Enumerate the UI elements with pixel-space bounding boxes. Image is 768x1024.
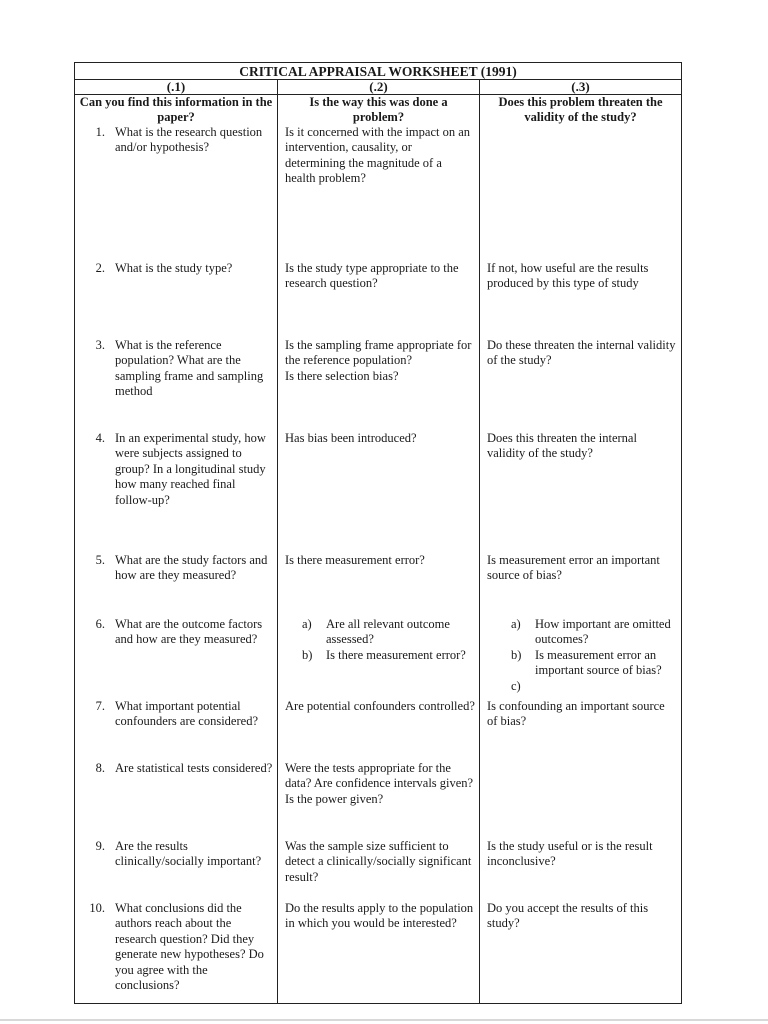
column-1-heading: Can you find this information in the paper? [79, 95, 273, 124]
question-row [75, 261, 277, 307]
question-number: 3. [95, 338, 105, 352]
question-text: In an experimental study, how were subjects assigned to group? In a longitudinal study how many reached final follow-up? [115, 431, 266, 507]
question-text: What is the study type? [115, 261, 233, 275]
sub-item-label: b) [511, 647, 522, 662]
sub-item [302, 648, 475, 663]
question-number: 6. [95, 617, 105, 631]
validity-text: Do these threaten the internal validity of the study? [487, 338, 676, 368]
validity-cell [480, 617, 681, 695]
question-text: What is the reference population? What are the sampling frame and sampling method [115, 338, 264, 399]
column-1-number: (.1) [75, 80, 278, 95]
question-number: 5. [95, 553, 105, 567]
sub-item [511, 617, 677, 648]
sub-item-label: b) [302, 647, 313, 662]
scan-edge-divider [0, 1019, 768, 1021]
validity-text: Does this threaten the internal validity of the study? [487, 431, 637, 461]
sub-item-text: Is measurement error an important source of bias? [535, 647, 662, 678]
table-body [75, 95, 681, 1003]
question-row [75, 125, 277, 199]
question-row [75, 553, 277, 601]
question-number: 4. [95, 431, 105, 445]
problem-cell [278, 699, 479, 747]
problem-cell [278, 761, 479, 823]
question-text: What are the outcome factors and how are they measured? [115, 617, 263, 647]
problem-cell [278, 431, 479, 539]
problem-text: Is it concerned with the impact on an intervention, causality, or determining the magnitude of a health problem? [285, 125, 471, 186]
question-number: 10. [89, 901, 105, 915]
question-text: What important potential confounders are considered? [115, 699, 258, 729]
worksheet-title: CRITICAL APPRAISAL WORKSHEET (1991) [75, 63, 681, 80]
problem-cell [278, 553, 479, 601]
question-row [75, 901, 277, 999]
question-row [75, 699, 277, 747]
problem-text: Are potential confounders controlled? [285, 699, 475, 713]
sub-item-label: c) [511, 678, 521, 693]
question-number: 7. [95, 699, 105, 713]
validity-cell [480, 125, 681, 199]
worksheet-table [74, 62, 682, 1004]
question-row [75, 431, 277, 539]
validity-cell [480, 553, 681, 601]
sub-item-label: a) [511, 617, 521, 631]
validity-cell [480, 901, 681, 999]
problem-text: Is the sampling frame appropriate for the reference population? [285, 338, 472, 368]
question-row [75, 839, 277, 887]
validity-text: Is the study useful or is the result inconclusive? [487, 839, 653, 869]
problem-cell [278, 261, 479, 307]
question-number: 9. [95, 839, 105, 853]
question-row [75, 338, 277, 416]
column-2-number: (.2) [278, 80, 480, 95]
sub-item-text: Are all relevant outcome assessed? [326, 617, 450, 647]
problem-cell [278, 617, 479, 695]
question-text: What conclusions did the authors reach about the research question? Did they generate new hypotheses? Do you agree with the conclusions? [115, 901, 264, 993]
question-row [75, 761, 277, 823]
column-1 [75, 95, 278, 1003]
validity-cell [480, 699, 681, 747]
column-3-number: (.3) [480, 80, 681, 95]
sub-item [511, 648, 677, 679]
problem-text: Was the sample size sufficient to detect a clinically/socially significant result? [285, 839, 472, 884]
sub-item-text [535, 679, 677, 694]
validity-cell [480, 261, 681, 307]
problem-text-extra: Is there selection bias? [285, 368, 399, 383]
question-number: 1. [95, 125, 105, 139]
validity-text: Is confounding an important source of bias? [487, 699, 665, 729]
problem-text: Is the study type appropriate to the research question? [285, 261, 459, 291]
question-text: Are statistical tests considered? [115, 761, 273, 775]
problem-text: Is there measurement error? [285, 553, 425, 567]
question-text: Are the results clinically/socially important? [115, 839, 262, 869]
column-2 [278, 95, 480, 1003]
sub-item-text: How important are omitted outcomes? [535, 617, 671, 647]
validity-cell [480, 761, 681, 823]
sub-item-text: Is there measurement error? [326, 647, 466, 662]
validity-sub-list [487, 617, 677, 694]
validity-text: If not, how useful are the results produced by this type of study [487, 261, 649, 291]
sub-item-label: a) [302, 617, 312, 631]
sub-item [511, 679, 677, 694]
column-2-heading: Is the way this was done a problem? [309, 95, 448, 124]
validity-cell [480, 839, 681, 887]
question-number: 2. [95, 261, 105, 275]
question-number: 8. [95, 761, 105, 775]
column-3-heading: Does this problem threaten the validity of the study? [498, 95, 663, 124]
question-text: What are the study factors and how are they measured? [115, 553, 268, 583]
sub-item [302, 617, 475, 648]
problem-cell [278, 125, 479, 199]
validity-cell [480, 338, 681, 416]
problem-text: Were the tests appropriate for the data? Are confidence intervals given? Is the power given? [285, 761, 474, 806]
problem-cell [278, 901, 479, 999]
question-text: What is the research question and/or hypothesis? [115, 125, 263, 155]
problem-text: Has bias been introduced? [285, 431, 417, 445]
validity-text: Is measurement error an important source of bias? [487, 553, 660, 583]
problem-cell [278, 338, 479, 416]
question-row [75, 617, 277, 695]
problem-cell [278, 839, 479, 887]
column-3 [480, 95, 681, 1003]
validity-cell [480, 431, 681, 539]
column-number-row [75, 80, 681, 95]
validity-text: Do you accept the results of this study? [487, 901, 649, 931]
problem-text: Do the results apply to the population in which you would be interested? [285, 901, 474, 931]
